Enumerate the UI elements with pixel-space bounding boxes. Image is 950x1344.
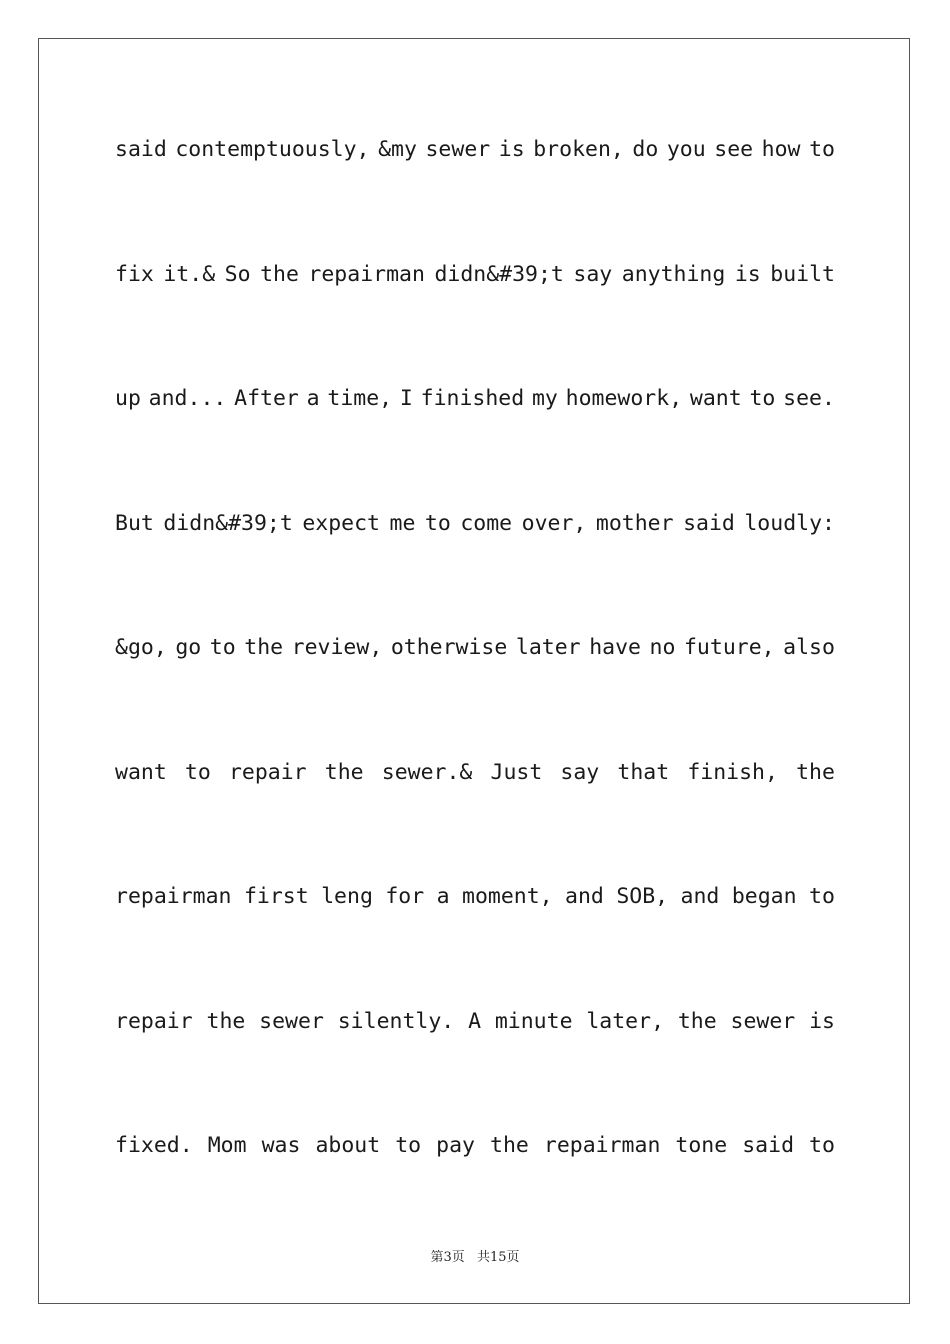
word: Just	[490, 759, 543, 785]
word: a	[436, 884, 450, 909]
word: sewer	[259, 1008, 324, 1034]
word: sewer.&	[381, 759, 473, 785]
word: to	[809, 1133, 835, 1158]
word: sewer	[730, 1008, 796, 1034]
word: was	[261, 1133, 301, 1158]
word: up	[115, 386, 141, 411]
word: go	[175, 635, 202, 660]
word: Mom	[207, 1133, 247, 1158]
word: built	[770, 261, 835, 287]
word: a	[306, 386, 320, 411]
word: So	[224, 261, 251, 287]
word: to	[749, 386, 776, 411]
word: the	[796, 759, 835, 785]
word: how	[761, 137, 801, 162]
word: didn&#39;t	[163, 510, 293, 536]
word: repairman	[308, 261, 425, 287]
word: no	[649, 635, 676, 660]
word: to	[395, 1133, 422, 1158]
word: contemptuously,	[175, 137, 370, 162]
word: say	[573, 261, 613, 287]
word: otherwise	[390, 635, 508, 660]
word: After	[234, 386, 299, 411]
word: say	[560, 759, 600, 785]
text-line	[115, 124, 835, 249]
word: said	[683, 510, 735, 536]
word: pay	[436, 1133, 475, 1158]
word: is	[734, 261, 761, 287]
word: leng	[321, 884, 373, 909]
word: silently.	[337, 1008, 455, 1034]
word: the	[490, 1133, 529, 1158]
word: do	[632, 137, 659, 162]
word: and...	[148, 386, 227, 411]
word: it.&	[163, 261, 216, 287]
word: anything	[621, 261, 726, 287]
word: to	[209, 635, 236, 660]
word: broken,	[533, 137, 624, 162]
word: for	[385, 884, 425, 909]
word: is	[498, 137, 525, 162]
text-line	[115, 622, 835, 747]
body-text	[115, 124, 835, 1245]
word: to	[184, 759, 211, 785]
word: also	[783, 635, 835, 660]
word: you	[666, 137, 706, 162]
word: to	[809, 884, 835, 909]
word: began	[731, 884, 797, 909]
word: SOB,	[616, 884, 669, 909]
word: me	[389, 510, 416, 536]
text-line	[115, 1120, 835, 1245]
word: come	[460, 510, 513, 536]
word: repair	[228, 759, 307, 785]
word: over,	[521, 510, 587, 536]
word: want	[115, 759, 167, 785]
text-line	[115, 871, 835, 996]
word: later,	[586, 1008, 665, 1034]
word: A	[468, 1008, 482, 1034]
word: finished	[420, 386, 525, 411]
word: have	[589, 635, 641, 660]
page-footer	[0, 1246, 950, 1265]
word: the	[244, 635, 284, 660]
text-line	[115, 373, 835, 498]
word: first	[243, 884, 309, 909]
word: fix	[115, 261, 154, 287]
word: repair	[115, 1008, 193, 1034]
word: minute	[494, 1008, 573, 1034]
word: and	[680, 884, 720, 909]
word: about	[315, 1133, 381, 1158]
word: expect	[302, 510, 380, 536]
word: see	[714, 137, 754, 162]
word: didn&#39;t	[434, 261, 564, 287]
word: sewer	[425, 137, 491, 162]
word: later	[515, 635, 581, 660]
word: moment,	[462, 884, 553, 909]
word: to	[809, 137, 835, 162]
word: to	[424, 510, 451, 536]
word: time,	[327, 386, 393, 411]
word: is	[809, 1008, 835, 1034]
word: fixed.	[115, 1133, 193, 1158]
word: see.	[783, 386, 835, 411]
word: homework,	[565, 386, 683, 411]
word: tone	[675, 1133, 728, 1158]
word: repairman	[115, 884, 232, 909]
word: that	[617, 759, 670, 785]
word: my	[531, 386, 558, 411]
word: and	[565, 884, 604, 909]
word: mother	[595, 510, 674, 536]
current-page-number: 第3页	[430, 1250, 465, 1265]
word: &go,	[115, 635, 167, 660]
word: want	[689, 386, 742, 411]
text-line	[115, 498, 835, 623]
word: review,	[291, 635, 383, 660]
text-line	[115, 996, 835, 1121]
word: the	[324, 759, 364, 785]
word: But	[115, 510, 154, 536]
word: said	[742, 1133, 795, 1158]
word: finish,	[687, 759, 778, 785]
word: the	[677, 1008, 717, 1034]
word: &my	[378, 137, 417, 162]
word: I	[399, 386, 413, 411]
text-line	[115, 747, 835, 872]
word: repairman	[543, 1133, 661, 1158]
word: the	[260, 261, 299, 287]
word: said	[115, 137, 167, 162]
word: future,	[683, 635, 775, 660]
word: the	[206, 1008, 246, 1034]
text-line	[115, 249, 835, 374]
total-page-count: 共15页	[476, 1250, 520, 1265]
word: loudly:	[744, 510, 835, 536]
